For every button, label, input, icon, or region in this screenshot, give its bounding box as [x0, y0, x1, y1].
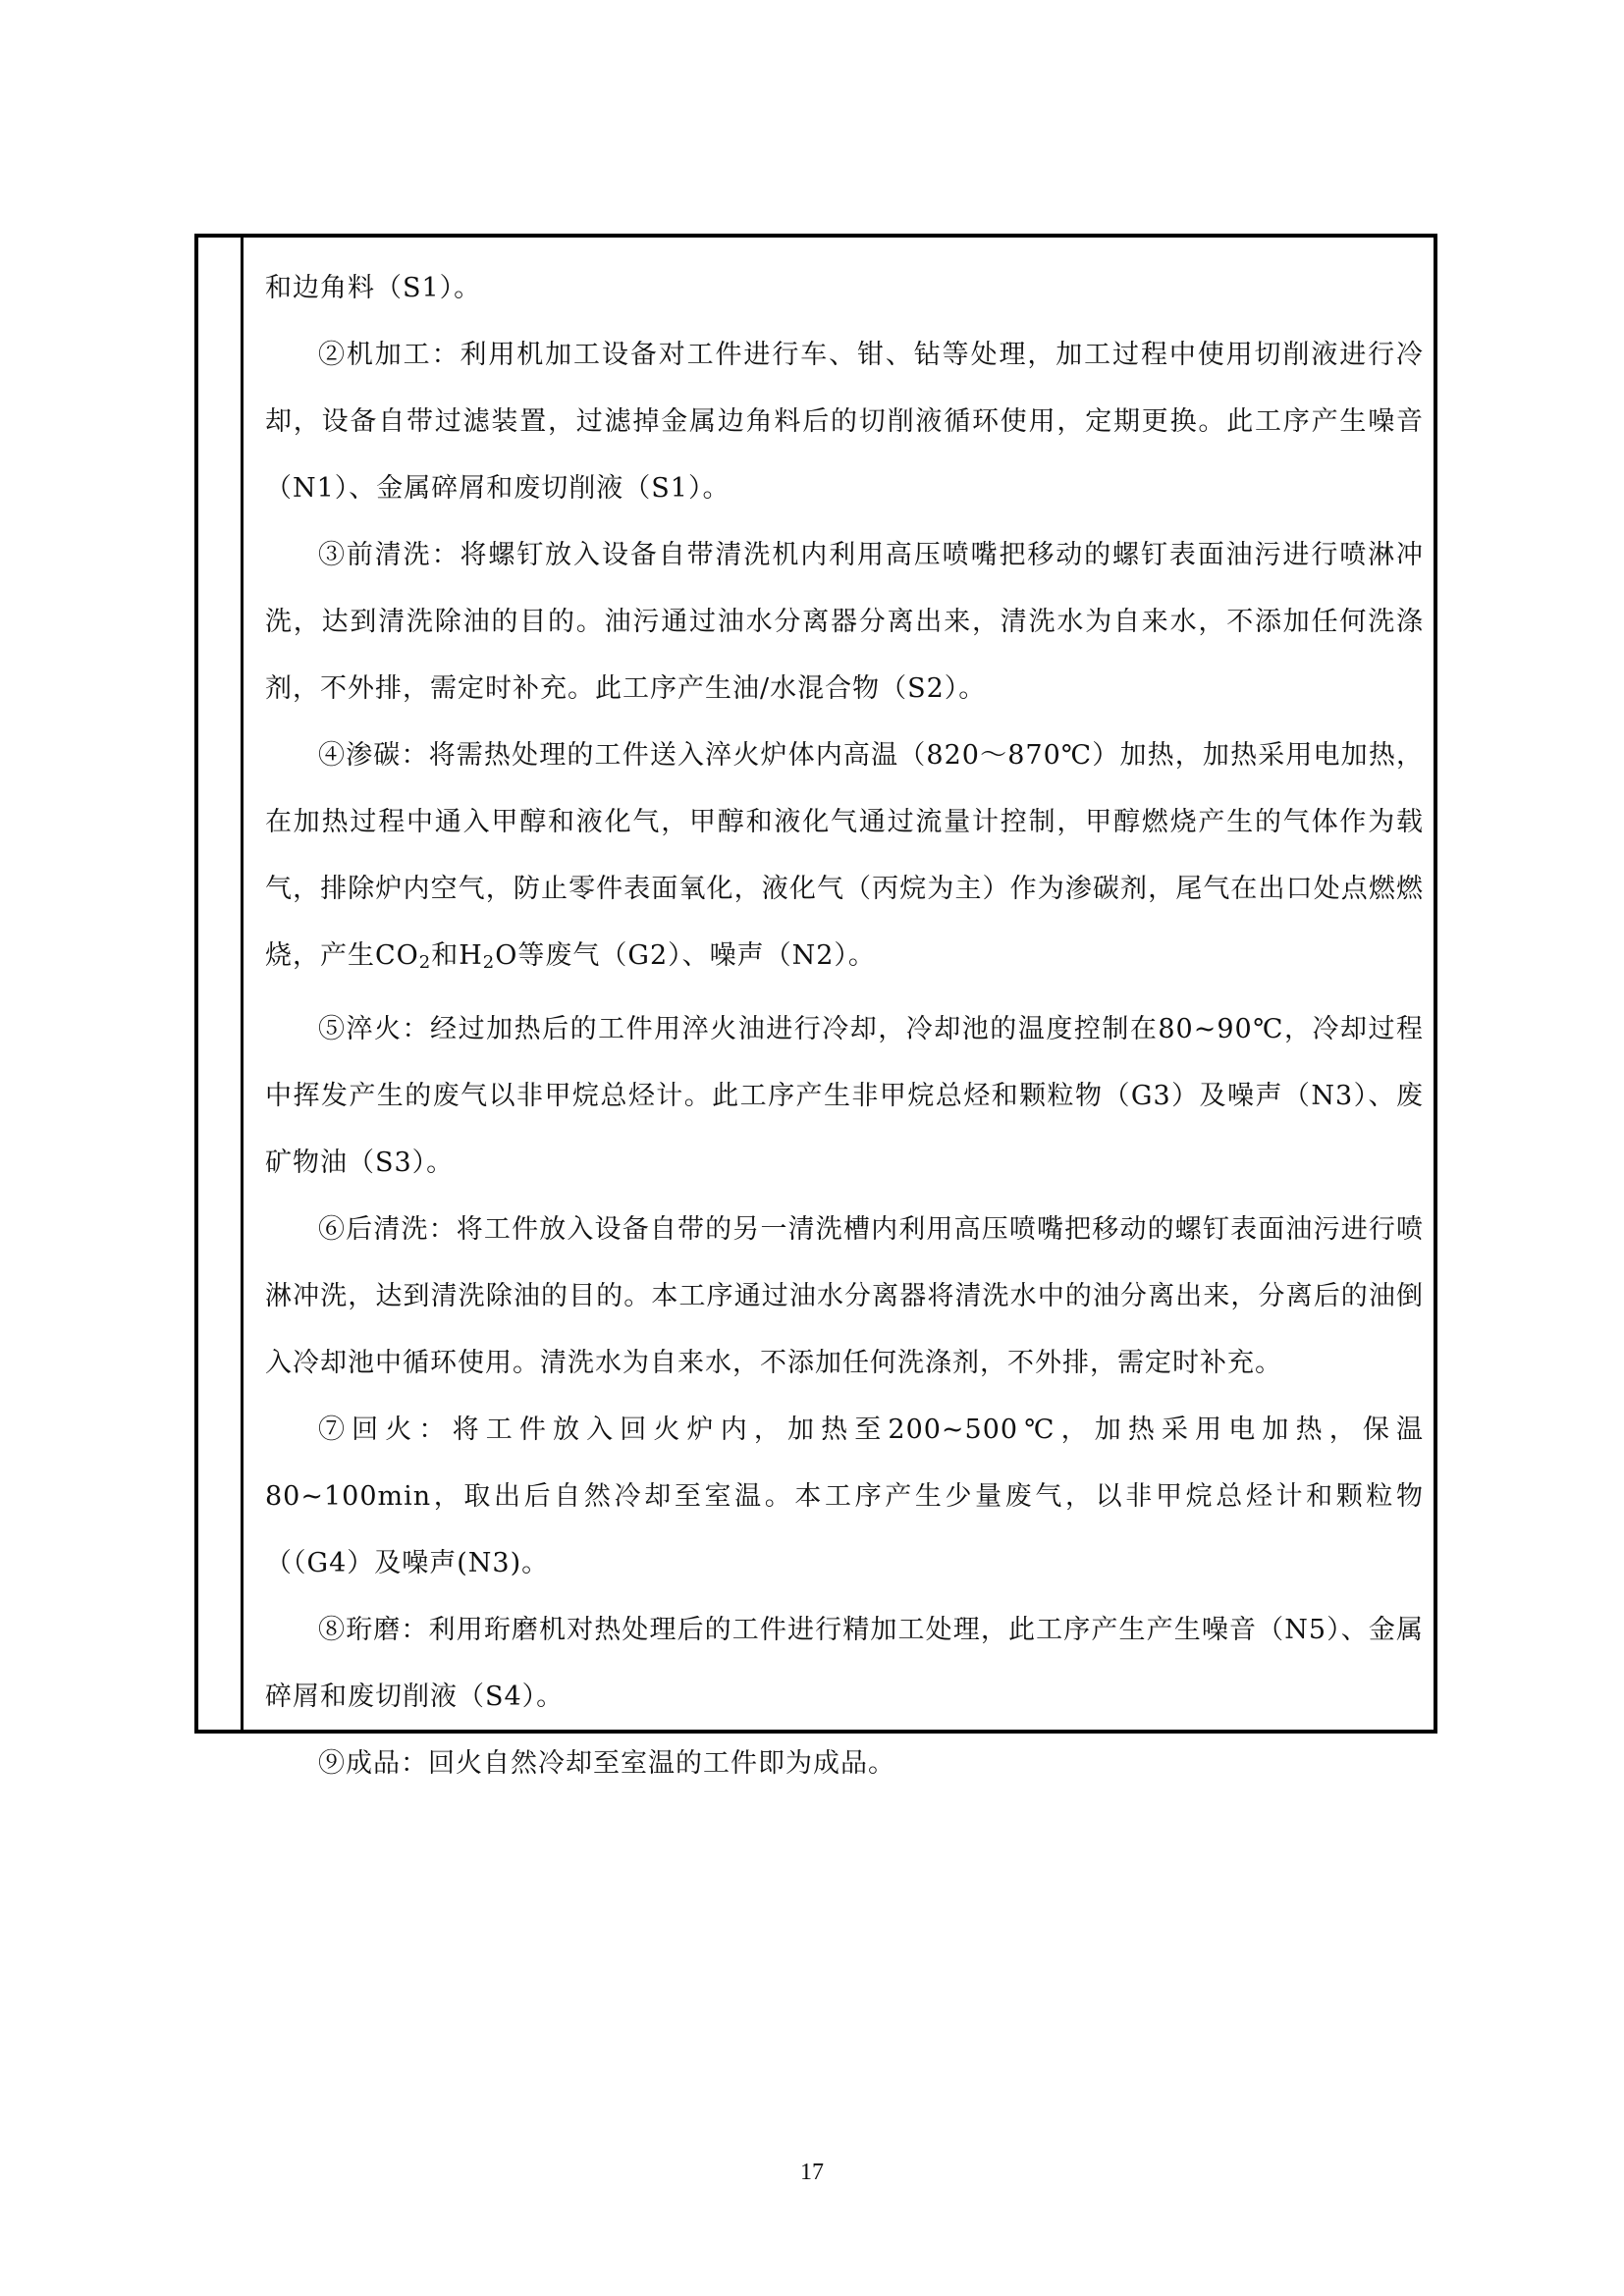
- paragraph-offcuts-continuation: 和边角料（S1）。: [265, 273, 482, 303]
- paragraph-post-cleaning: ⑥后清洗：将工件放入设备自带的另一清洗槽内利用高压喷嘴把移动的螺钉表面油污进行喷淋冲洗，达到清洗除油的目的。本工序通过油水分离器将清洗水中的油分离出来，分离后的油倒入冷却池中循环使用。清洗水为自来水，不添加任何洗涤剂，不外排，需定时补充。: [265, 1214, 1424, 1378]
- paragraph-honing: ⑧珩磨：利用珩磨机对热处理后的工件进行精加工处理，此工序产生产生噪音（N5）、金属碎屑和废切削液（S4）。: [265, 1615, 1424, 1712]
- carburizing-text-2: 和H: [431, 940, 483, 971]
- paragraph-finished-product: ⑨成品：回火自然冷却至室温的工件即为成品。: [318, 1748, 895, 1779]
- paragraph-quenching: ⑤淬火：经过加热后的工件用淬火油进行冷却，冷却池的温度控制在80~90℃，冷却过程中挥发产生的废气以非甲烷总烃计。此工序产生非甲烷总烃和颗粒物（G3）及噪声（N3）、废矿物油（S3）。: [265, 1014, 1424, 1178]
- paragraph-machining: ②机加工：利用机加工设备对工件进行车、钳、钻等处理，加工过程中使用切削液进行冷却，设备自带过滤装置，过滤掉金属边角料后的切削液循环使用，定期更换。此工序产生噪音（N1）、金属碎屑和废切削液（S1）。: [265, 340, 1424, 504]
- paragraph-pre-cleaning: ③前清洗：将螺钉放入设备自带清洗机内利用高压喷嘴把移动的螺钉表面油污进行喷淋冲洗，达到清洗除油的目的。油污通过油水分离器分离出来，清洗水为自来水，不添加任何洗涤剂，不外排，需定时补充。此工序产生油/水混合物（S2）。: [265, 540, 1424, 704]
- carburizing-text-3: O等废气（G2）、噪声（N2）。: [495, 940, 876, 971]
- table-left-column: [198, 238, 244, 1730]
- co2-subscript: 2: [418, 952, 432, 973]
- page-number: 17: [800, 2160, 824, 2185]
- table-content-cell: [265, 255, 1424, 1797]
- h2o-subscript: 2: [482, 952, 496, 973]
- process-description-table: [194, 234, 1437, 1779]
- paragraph-tempering: ⑦回火：将工件放入回火炉内，加热至200~500℃，加热采用电加热，保温80~100min，取出后自然冷却至室温。本工序产生少量废气，以非甲烷总烃计和颗粒物（（G4）及噪声(N3)。: [265, 1415, 1424, 1578]
- paragraph-carburizing: [265, 722, 1424, 996]
- carburizing-text-1: ④渗碳：将需热处理的工件送入淬火炉体内高温（820～870℃）加热，加热采用电加热，在加热过程中通入甲醇和液化气，甲醇和液化气通过流量计控制，甲醇燃烧产生的气体作为载气，排除炉内空气，防止零件表面氧化，液化气（丙烷为主）作为渗碳剂，尾气在出口处点燃燃烧，产生CO: [265, 740, 1424, 971]
